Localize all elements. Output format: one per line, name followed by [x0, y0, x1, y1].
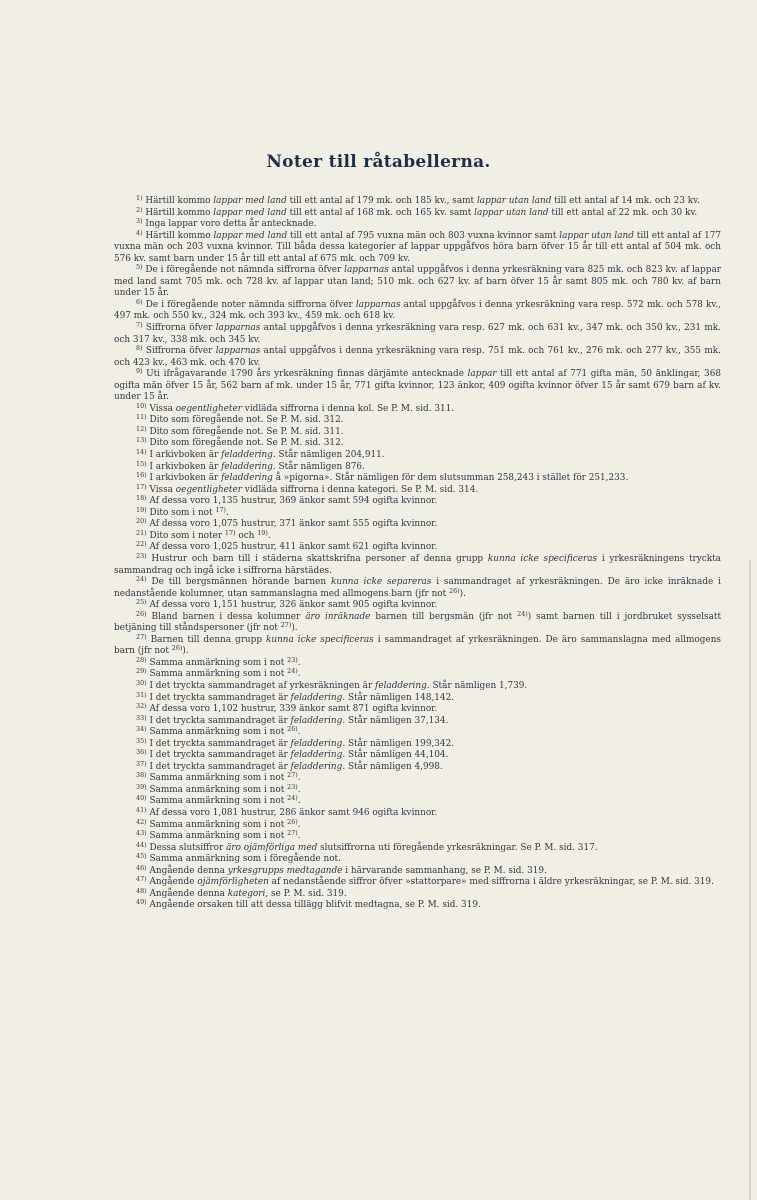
footnote: $^{37)}$ I det tryckta sammandraget är feladdering. Står nämligen 4,998. — [136, 759, 443, 772]
footnote: $^{36)}$ I det tryckta sammandraget är feladdering. Står nämligen 44,104. — [136, 748, 449, 761]
footnote: $^{10)}$ Vissa oegentligheter vidläda siffrorna i denna kol. Se P. M. sid. 311. — [136, 401, 455, 414]
page-edge-line — [749, 560, 751, 1200]
footnote: $^{31)}$ I det tryckta sammandraget är feladdering. Står nämligen 148,142. — [136, 690, 455, 703]
footnote: $^{42)}$ Samma anmärkning som i not $^{26)}$. — [136, 817, 301, 830]
footnote: $^{30)}$ I det tryckta sammandraget af yrkesräkningen är feladdering. Står nämligen 1,739. — [136, 678, 528, 691]
footnote: $^{17)}$ Vissa oegentligheter vidläda siffrorna i denna kategori. Se P. M. sid. 314. — [136, 482, 479, 495]
footnote: $^{24)}$ De till bergsmännen hörande barnen kunna icke separeras i sammandraget af yrkesräkningen. De äro icke inräknade i nedanstående kolumner, utan sammanslagna med allmogens barn (jfr not $^{26)}$). — [114, 575, 721, 599]
footnote: $^{49)}$ Angående orsaken till att dessa tillägg blifvit medtagna, se P. M. sid. 319. — [136, 898, 481, 911]
footnote: $^{4)}$ Härtill kommo lappar med land till ett antal af 795 vuxna män och 803 vuxna kvinnor samt lappar utan land till ett antal af 177 vuxna män och 203 vuxna kvinnor. Till båda dessa kategorier af lappar uppgåfvos höra barn öfver 15 år till ett antal af 504 mk. och 576 kv. samt barn under 15 år till ett antal af 675 mk. och 709 kv. — [114, 228, 722, 264]
footnote: $^{13)}$ Dito som föregående not. Se P. M. sid. 312. — [136, 436, 344, 449]
footnote: $^{38)}$ Samma anmärkning som i not $^{27)}$. — [136, 771, 301, 784]
footnote: $^{46)}$ Angående denna yrkesgrupps medtagande i härvarande sammanhang, se P. M. sid. 319. — [136, 863, 547, 876]
footnote: $^{41)}$ Af dessa voro 1,081 hustrur, 286 änkor samt 946 ogifta kvinnor. — [136, 805, 438, 818]
footnote: $^{26)}$ Bland barnen i dessa kolumner äro inräknade barnen till bergsmän (jfr not $^{24)}$) samt barnen till i jordbruket sysselsatt betjäning till ståndspersoner (jfr not $^{27)}$). — [114, 609, 722, 634]
footnote: $^{35)}$ I det tryckta sammandraget är feladdering. Står nämligen 199,342. — [136, 736, 455, 749]
footnote: $^{14)}$ I arkivboken är feladdering. Står nämligen 204,911. — [136, 448, 385, 461]
footnote: $^{22)}$ Af dessa voro 1,025 hustrur, 411 änkor samt 621 ogifta kvinnor. — [136, 540, 438, 553]
footnote: $^{9)}$ Uti ifrågavarande 1790 års yrkesräkning finnas därjämte antecknade lappar till ett antal af 771 gifta män, 50 änklingar, 368 ogifta män öfver 15 år, 562 barn af mk. under 15 år, 771 gifta kvinnor, 123 änkor, 409 ogifta kvinnor öfver 15 år samt 679 barn af kv. under 15 år. — [114, 367, 721, 403]
footnote: $^{18)}$ Af dessa voro 1,135 hustrur, 369 änkor samt 594 ogifta kvinnor. — [136, 494, 438, 507]
footnote: $^{44)}$ Dessa slutsiffror äro ojämförliga med slutsiffrorna uti föregående yrkesräkningar. Se P. M. sid. 317. — [136, 840, 598, 853]
footnote: $^{15)}$ I arkivboken är feladdering. Står nämligen 876. — [136, 459, 365, 472]
footnote: $^{20)}$ Af dessa voro 1,075 hustrur, 371 änkor samt 555 ogifta kvinnor. — [136, 517, 438, 530]
footnote: $^{48)}$ Angående denna kategori, se P. M. sid. 319. — [136, 886, 347, 899]
footnote: $^{8)}$ Siffrorna öfver lapparnas antal uppgåfvos i denna yrkesräkning vara resp. 751 mk. och 761 kv., 276 mk. och 277 kv., 355 mk. och 423 kv., 463 mk. och 470 kv. — [114, 344, 721, 368]
footnote: $^{19)}$ Dito som i not $^{17)}$. — [136, 505, 229, 518]
footnote: $^{6)}$ De i föregående noter nämnda siffrorna öfver lapparnas antal uppgåfvos i denna yrkesräkning vara resp. 572 mk. och 578 kv., 497 mk. och 550 kv., 324 mk. och 393 kv., 459 mk. och 618 kv. — [114, 297, 721, 322]
footnote: $^{25)}$ Af dessa voro 1,151 hustrur, 326 änkor samt 905 ogifta kvinnor. — [136, 598, 438, 611]
footnote: $^{39)}$ Samma anmärkning som i not $^{23)}$. — [136, 782, 301, 795]
page-title: Noter till råtabellerna. — [266, 152, 491, 172]
footnote: $^{2)}$ Härtill kommo lappar med land till ett antal af 168 mk. och 165 kv. samt lappar utan land till ett antal af 22 mk. och 30 kv. — [136, 205, 698, 218]
footnote: $^{29)}$ Samma anmärkning som i not $^{24)}$. — [136, 667, 301, 680]
footnote: $^{16)}$ I arkivboken är feladdering å »pigorna». Står nämligen för dem slutsumman 258,243 i stället för 251,233. — [136, 471, 629, 484]
footnote: $^{47)}$ Angående ojämförligheten af nedanstående siffror öfver »stattorpare» med siffrorna i äldre yrkesräkningar, se P. M. sid. 319. — [136, 875, 714, 888]
footnote: $^{27)}$ Barnen till denna grupp kunna icke specificeras i sammandraget af yrkesräkningen. De äro sammanslagna med allmogens barn (jfr not $^{26)}$). — [114, 632, 721, 657]
footnote: $^{12)}$ Dito som föregående not. Se P. M. sid. 311. — [136, 424, 344, 437]
footnote: $^{5)}$ De i föregående not nämnda siffrorna öfver lapparnas antal uppgåfvos i denna yrkesräkning vara 825 mk. och 823 kv. af lappar med land samt 705 mk. och 728 kv. af lappar utan land; 510 mk. och 627 kv. af barn öfver 15 år samt 805 mk. och 780 kv. af barn under 15 år. — [114, 263, 721, 299]
footnote: $^{45)}$ Samma anmärkning som i föregående not. — [136, 852, 341, 865]
footnote: $^{21)}$ Dito som i noter $^{17)}$ och $^{19)}$. — [136, 528, 271, 541]
footnote: $^{34)}$ Samma anmärkning som i not $^{26)}$. — [136, 725, 301, 738]
footnote: $^{23)}$ Hustrur och barn till i städerna skattskrifna personer af denna grupp kunna icke specificeras i yrkesräkningens tryckta sammandrag och ingå icke i siffrorna härstädes. — [114, 551, 721, 576]
footnote: $^{3)}$ Inga lappar voro detta år antecknade. — [136, 217, 317, 230]
footnote: $^{11)}$ Dito som föregående not. Se P. M. sid. 312. — [136, 413, 344, 426]
footnote: $^{7)}$ Siffrorna öfver lapparnas antal uppgåfvos i denna yrkesräkning vara resp. 627 mk. och 631 kv., 347 mk. och 350 kv., 231 mk. och 317 kv., 338 mk. och 345 kv. — [114, 321, 721, 345]
footnote: $^{1)}$ Härtill kommo lappar med land till ett antal af 179 mk. och 185 kv., samt lappar utan land till ett antal af 14 mk. och 23 kv. — [136, 194, 700, 206]
notes-list — [114, 196, 721, 912]
footnote: $^{40)}$ Samma anmärkning som i not $^{24)}$. — [136, 794, 301, 807]
footnote: $^{43)}$ Samma anmärkning som i not $^{27)}$. — [136, 829, 301, 842]
footnote: $^{32)}$ Af dessa voro 1,102 hustrur, 339 änkor samt 871 ogifta kvinnor. — [136, 702, 438, 715]
footnote: $^{28)}$ Samma anmärkning som i not $^{23)}$. — [136, 655, 301, 668]
footnote: $^{33)}$ I det tryckta sammandraget är feladdering. Står nämligen 37,134. — [136, 713, 449, 726]
